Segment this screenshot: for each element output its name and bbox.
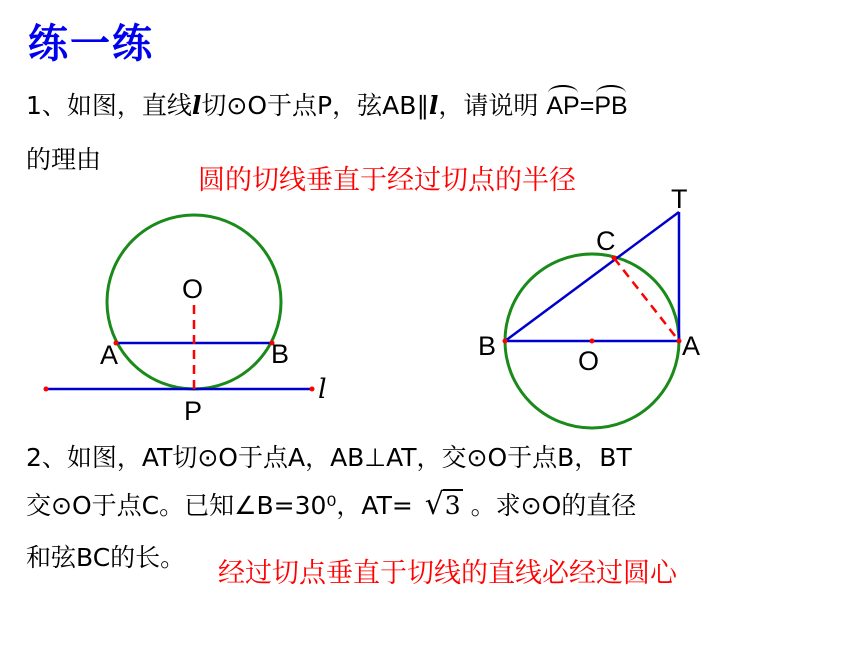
figure-1: [44, 215, 327, 426]
sqrt-radicand: 3: [444, 491, 461, 520]
q1-mid-text-2: ，请说明: [438, 91, 547, 120]
fig2-label-t: T: [671, 184, 688, 214]
question-2-line-2: [26, 486, 636, 522]
q2-text-a: 交⊙O于点C。已知∠B=30⁰，AT=: [26, 491, 421, 520]
hint-tangent-radius: 圆的切线垂直于经过切点的半径: [198, 165, 576, 196]
fig2-point-o: [590, 339, 595, 344]
fig2-point-b: [503, 339, 508, 344]
fig2-label-c: C: [596, 226, 616, 256]
figure-2: [478, 184, 700, 428]
q1-line-variable: l: [191, 91, 202, 120]
fig1-label-o: O: [182, 274, 204, 304]
fig1-label-b: B: [271, 339, 290, 369]
fig2-label-b: B: [478, 331, 497, 361]
q1-mid-text: 切⊙O于点P，弦AB∥: [201, 91, 429, 120]
fig1-point-l-end: [44, 387, 49, 392]
question-2-line-3: 和弦BC的长。: [26, 543, 186, 572]
question-1-line-2: 的理由: [26, 145, 102, 174]
fig1-label-a: A: [100, 340, 119, 370]
fig1-label-p: P: [184, 396, 203, 426]
question-2-line-1: 2、如图，AT切⊙O于点A，AB⊥AT，交⊙O于点B，BT: [26, 443, 632, 472]
fig1-point-l-end-2: [310, 387, 315, 392]
q1-prefix: 1、如图，直线: [26, 91, 192, 120]
fig2-label-a: A: [682, 331, 701, 361]
q1-line-variable-2: l: [428, 91, 439, 120]
hint-perpendicular-center: 经过切点垂直于切线的直线必经过圆心: [218, 558, 677, 589]
q2-text-b: 。求⊙O的直径: [462, 491, 637, 520]
q1-equals: =: [579, 92, 595, 120]
fig2-label-o: O: [578, 346, 600, 376]
fig2-segment-bt: [505, 212, 679, 341]
fig1-label-l: l: [318, 374, 327, 405]
arc-pb: PB: [594, 92, 628, 120]
arc-ap: AP: [546, 92, 580, 120]
page-title: 练一练: [28, 21, 154, 67]
fig2-point-c: [612, 256, 617, 261]
fig2-point-a: [677, 339, 682, 344]
sqrt-radical-icon: √: [424, 487, 444, 522]
sqrt-expression: [424, 487, 463, 522]
